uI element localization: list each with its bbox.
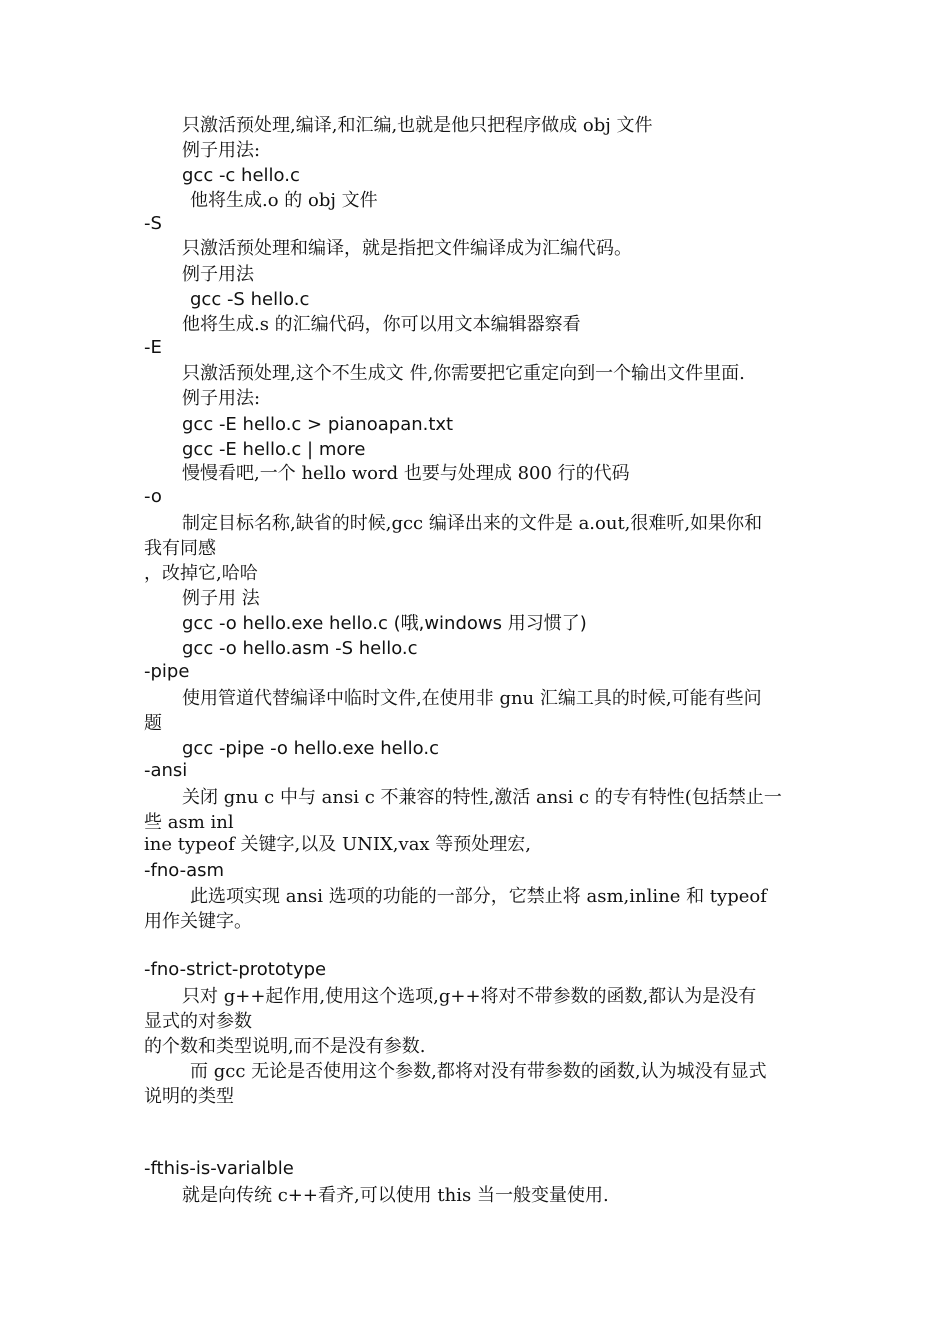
- text-line: 只激活预处理和编译，就是指把文件编译成为汇编代码。: [182, 238, 632, 259]
- code-line: gcc -o hello.asm -S hello.c: [182, 638, 418, 659]
- code-line: gcc -o hello.exe hello.c (哦,windows 用习惯了): [182, 613, 587, 634]
- text-line: 慢慢看吧,一个 hello word 也要与处理成 800 行的代码: [182, 463, 630, 484]
- text-line: 制定目标名称,缺省的时候,gcc 编译出来的文件是 a.out,很难听,如果你和: [182, 513, 763, 534]
- text-line: 例子用 法: [182, 588, 260, 609]
- option-heading: -fthis-is-varialble: [144, 1158, 294, 1179]
- option-heading: -o: [144, 486, 162, 507]
- text-line: 就是向传统 c++看齐,可以使用 this 当一般变量使用.: [182, 1185, 609, 1206]
- text-line: 关闭 gnu c 中与 ansi c 不兼容的特性,激活 ansi c 的专有特性(包括禁止一: [182, 787, 782, 808]
- text-line: 使用管道代替编译中临时文件,在使用非 gnu 汇编工具的时候,可能有些问: [182, 688, 762, 709]
- text-line: 例子用法:: [182, 388, 261, 409]
- code-line: gcc -E hello.c | more: [182, 439, 366, 460]
- code-line: gcc -E hello.c > pianoapan.txt: [182, 414, 454, 435]
- text-line: 此选项实现 ansi 选项的功能的一部分，它禁止将 asm,inline 和 typeof: [190, 886, 767, 907]
- text-line: ，改掉它,哈哈: [144, 563, 258, 584]
- text-line: 只对 g++起作用,使用这个选项,g++将对不带参数的函数,都认为是没有: [182, 986, 757, 1007]
- code-line: gcc -pipe -o hello.exe hello.c: [182, 738, 440, 759]
- option-heading: -pipe: [144, 661, 190, 682]
- text-line: ine typeof 关键字,以及 UNIX,vax 等预处理宏,: [144, 834, 532, 855]
- text-line: 例子用法:: [182, 140, 261, 161]
- text-line: 只激活预处理,这个不生成文 件,你需要把它重定向到一个输出文件里面.: [182, 363, 745, 384]
- text-line: 用作关键字。: [144, 911, 252, 932]
- option-heading: -S: [144, 213, 162, 234]
- text-line: 我有同感: [144, 538, 216, 559]
- text-line: 的个数和类型说明,而不是没有参数.: [144, 1036, 426, 1057]
- text-line: 题: [144, 713, 162, 734]
- text-line: 他将生成.s 的汇编代码，你可以用文本编辑器察看: [182, 314, 581, 335]
- option-heading: -ansi: [144, 760, 188, 781]
- text-line: 显式的对参数: [144, 1011, 252, 1032]
- text-line: 说明的类型: [144, 1086, 234, 1107]
- option-heading: -fno-strict-prototype: [144, 959, 327, 980]
- option-heading: -E: [144, 337, 162, 358]
- text-line: 例子用法: [182, 264, 254, 285]
- text-line: 只激活预处理,编译,和汇编,也就是他只把程序做成 obj 文件: [182, 115, 653, 136]
- code-line: gcc -S hello.c: [190, 289, 310, 310]
- code-line: gcc -c hello.c: [182, 165, 300, 186]
- text-line: 些 asm inl: [144, 812, 234, 833]
- option-heading: -fno-asm: [144, 860, 225, 881]
- text-line: 而 gcc 无论是否使用这个参数,都将对没有带参数的函数,认为城没有显式: [190, 1061, 767, 1082]
- text-line: 他将生成.o 的 obj 文件: [190, 190, 378, 211]
